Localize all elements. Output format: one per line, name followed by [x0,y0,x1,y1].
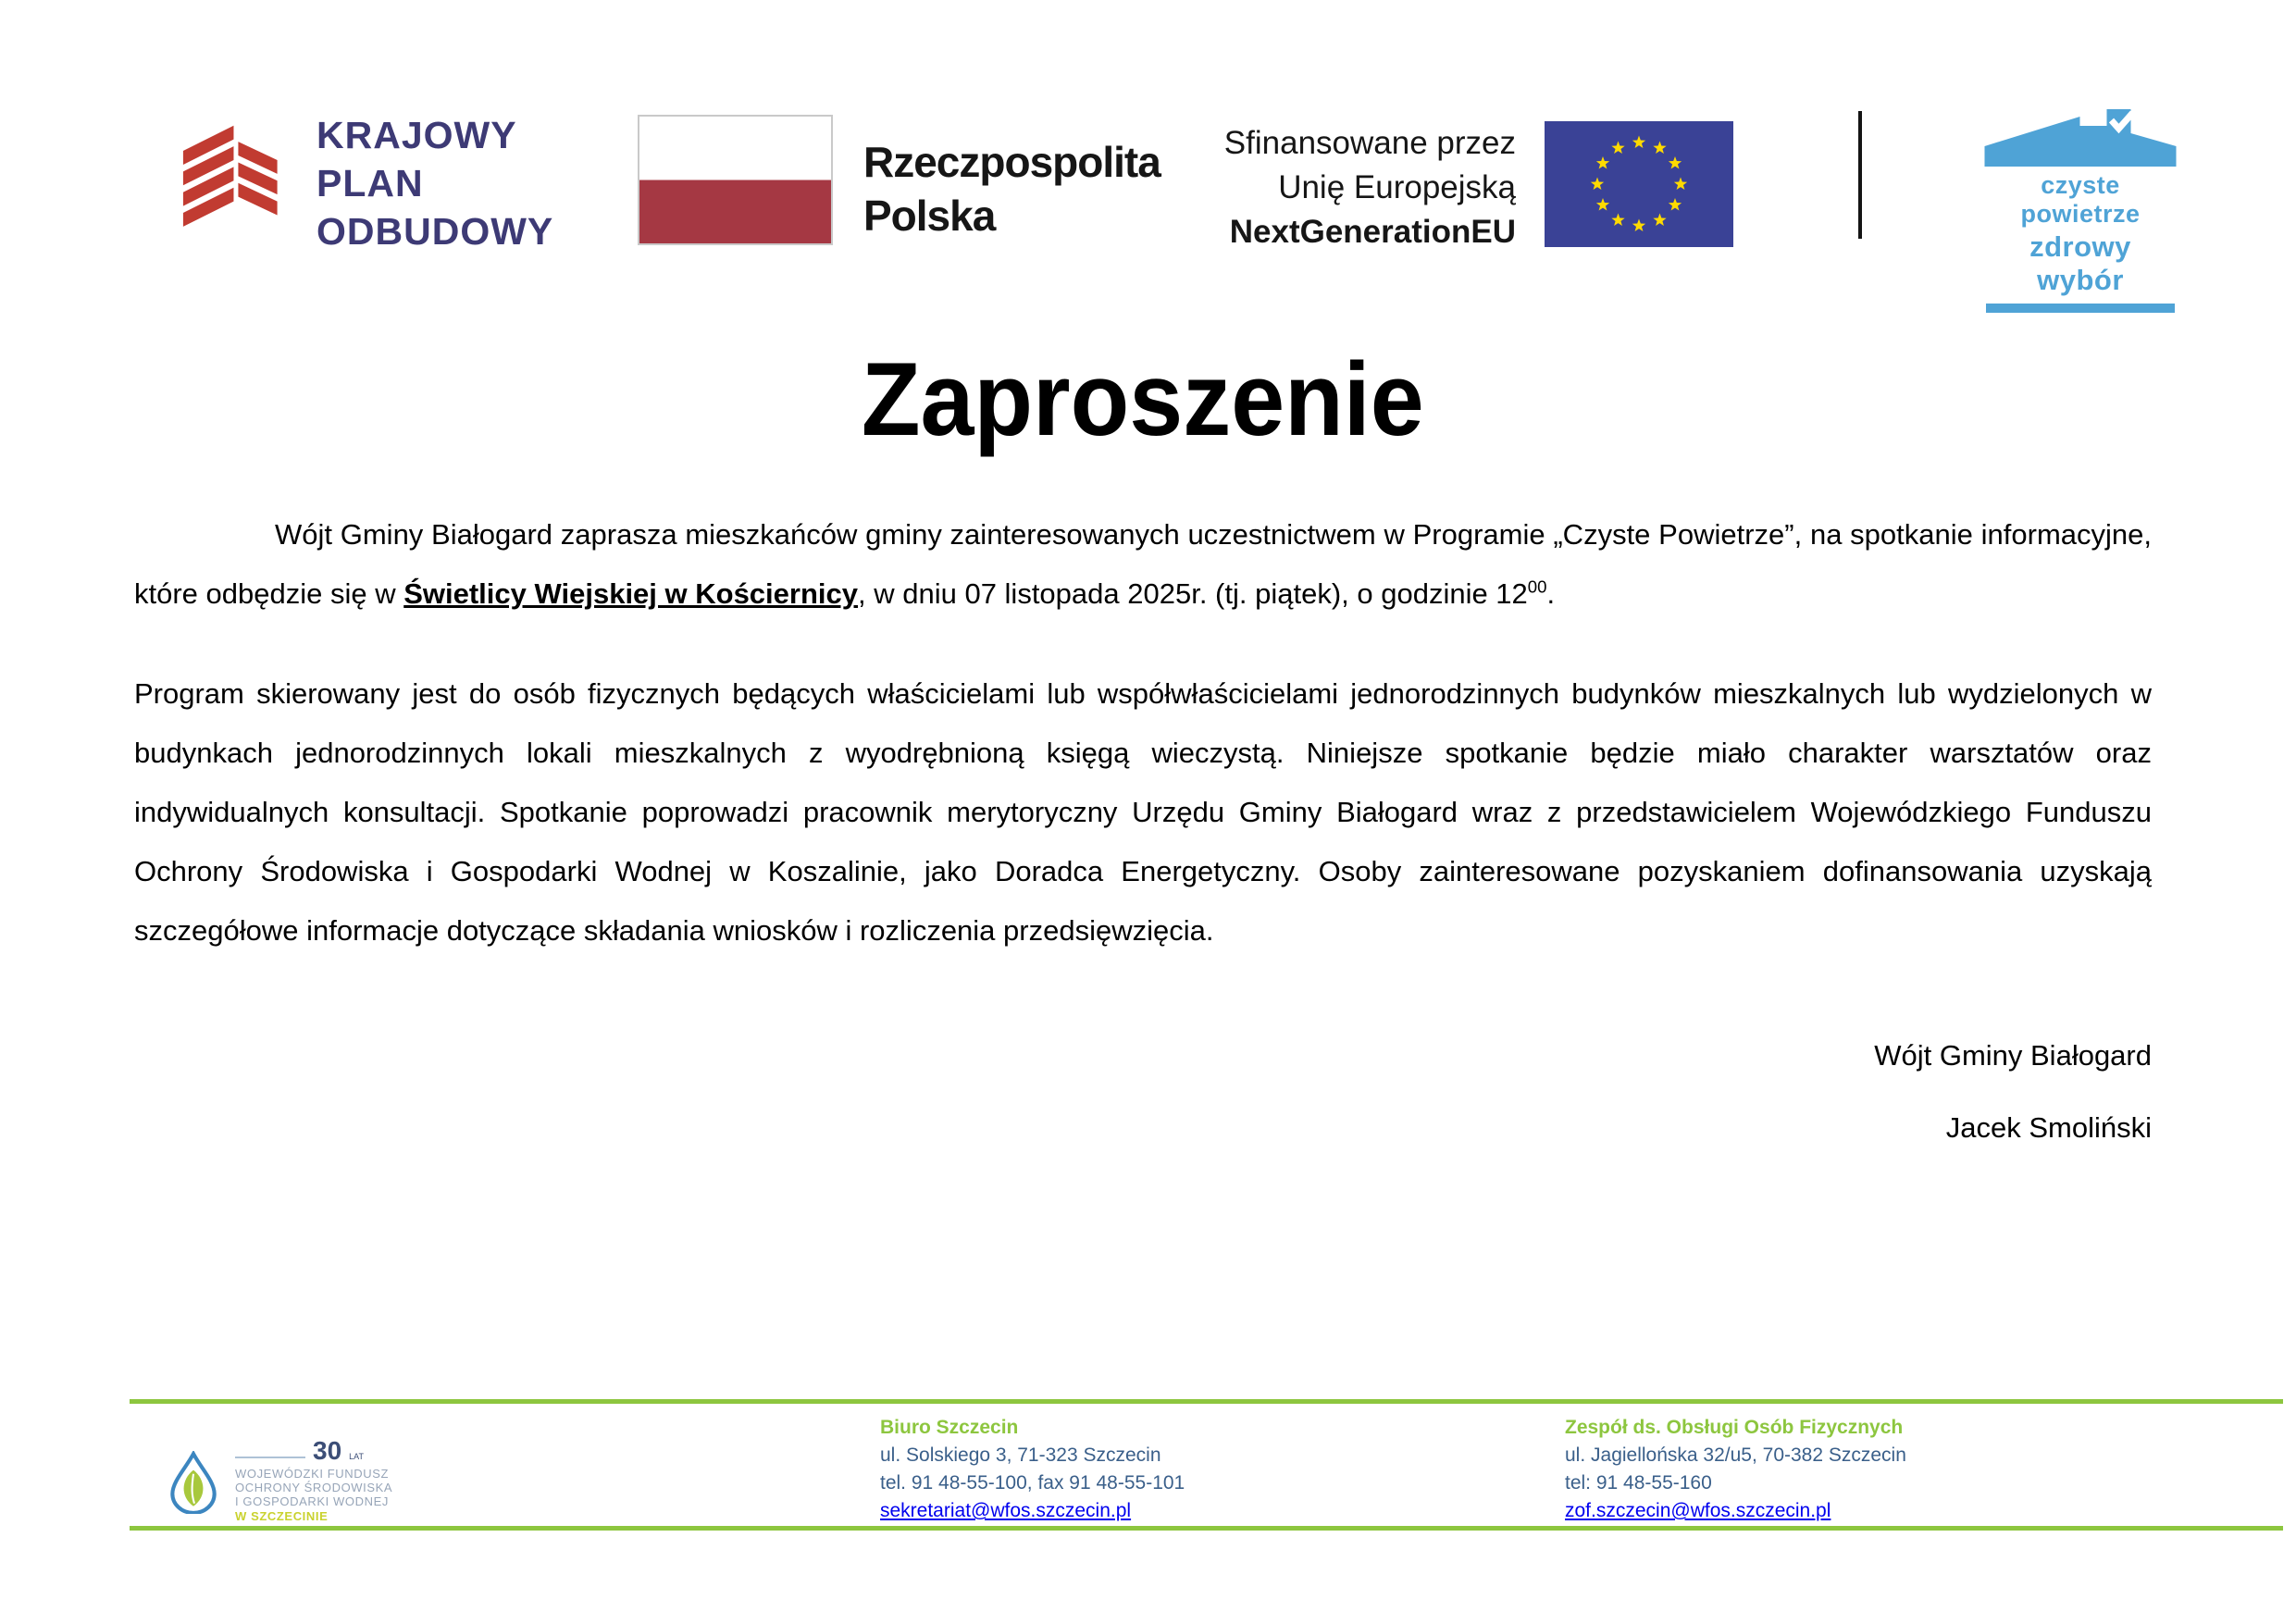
wfos-name-1: WOJEWÓDZKI FUNDUSZ [235,1467,390,1481]
paragraph-invitation [134,505,2152,624]
rp-line-2: Polska [863,192,996,240]
paragraph-program-details: Program skierowany jest do osób fizycznych będących właścicielami lub współwłaścicielami jednorodzinnych budynków mieszkalnych lub wydzielonych w budynkach jednorodzinnych lokali mieszkalnych z wyodrębnioną księgą wieczystą. Niniejsze spotkanie będzie miało charakter warsztatów oraz indywidualnych konsultacji. Spotkanie poprowadzi pracownik merytoryczny Urzędu Gminy Białogard wraz z przedstawicielem Wojewódzkiego Funduszu Ochrony Środowiska i Gospodarki Wodnej w Koszalinie, jako Doradca Energetyczny. Osoby zainteresowane pozyskaniem dofinansowania uzyskają szczegółowe informacje dotyczące składania wniosków i rozliczenia przedsięwzięcia. [134,677,2152,947]
footer-bottom-rule [130,1526,2283,1531]
team-email-link[interactable]: zof.szczecin@wfos.szczecin.pl [1565,1500,1831,1521]
kpo-line-3: ODBUDOWY [316,210,554,253]
team-address: ul. Jagiellońska 32/u5, 70-382 Szczecin [1565,1444,1906,1466]
rp-line-1: Rzeczpospolita [863,138,1160,186]
signature-role: Wójt Gminy Białogard [1874,1039,2152,1072]
wfos-text-block [235,1436,392,1523]
czyste-line-1: czyste powietrze [2020,171,2141,228]
footer-team-column [1565,1414,1906,1525]
kpo-line-1: KRAJOWY [316,114,517,156]
team-title: Zespół ds. Obsługi Osób Fizycznych [1565,1417,1904,1438]
funding-line-1: Sfinansowane przez [1223,125,1516,161]
water-drop-leaf-icon [163,1451,224,1514]
wfos-logo [163,1436,392,1523]
czyste-line-2: zdrowy wybór [2029,230,2131,296]
office-email-link[interactable]: sekretariat@wfos.szczecin.pl [880,1500,1132,1521]
wfos-name-3: I GOSPODARKI WODNEJ [235,1494,389,1508]
team-phone: tel: 91 48-55-160 [1565,1472,1712,1494]
office-phone: tel. 91 48-55-100, fax 91 48-55-101 [880,1472,1185,1494]
wfos-name-2: OCHRONY ŚRODOWISKA [235,1481,393,1494]
wfos-rule-line [235,1457,305,1458]
footer-top-rule [130,1399,2283,1404]
page-title: Zaproszenie [862,341,1424,457]
p1-time-superscript: 00 [1527,576,1547,597]
p1-venue-bold: Świetlicy Wiejskiej w Kościernicy [403,577,858,610]
funding-line-3: NextGenerationEU [1229,214,1516,250]
office-title: Biuro Szczecin [880,1417,1019,1438]
wfos-years: 30 [313,1436,342,1465]
wfos-city: W SZCZECINIE [235,1509,329,1523]
wfos-years-label: LAT [349,1452,364,1461]
wfos-name-lines [235,1467,392,1508]
signature-block [134,1020,2152,1164]
office-address: ul. Solskiego 3, 71-323 Szczecin [880,1444,1161,1466]
p1-text-date: , w dniu 07 listopada 2025r. (tj. piątek), o godzinie 12 [858,577,1528,610]
signature-name: Jacek Smoliński [1945,1111,2152,1144]
kpo-line-2: PLAN [316,162,424,205]
footer-office-column [880,1414,1185,1525]
document-body [134,0,2152,1164]
p1-text-start: Wójt Gminy Białogard zaprasza mieszkańców gminy zainteresowanych uczestnictwem w Programie „Czyste Powietrze”, na spotkanie informacyjne, które odbędzie się w [134,518,2152,610]
wfos-anniversary [235,1436,392,1464]
funding-line-2: Unię Europejską [1278,169,1516,205]
p1-text-end: . [1546,577,1556,610]
